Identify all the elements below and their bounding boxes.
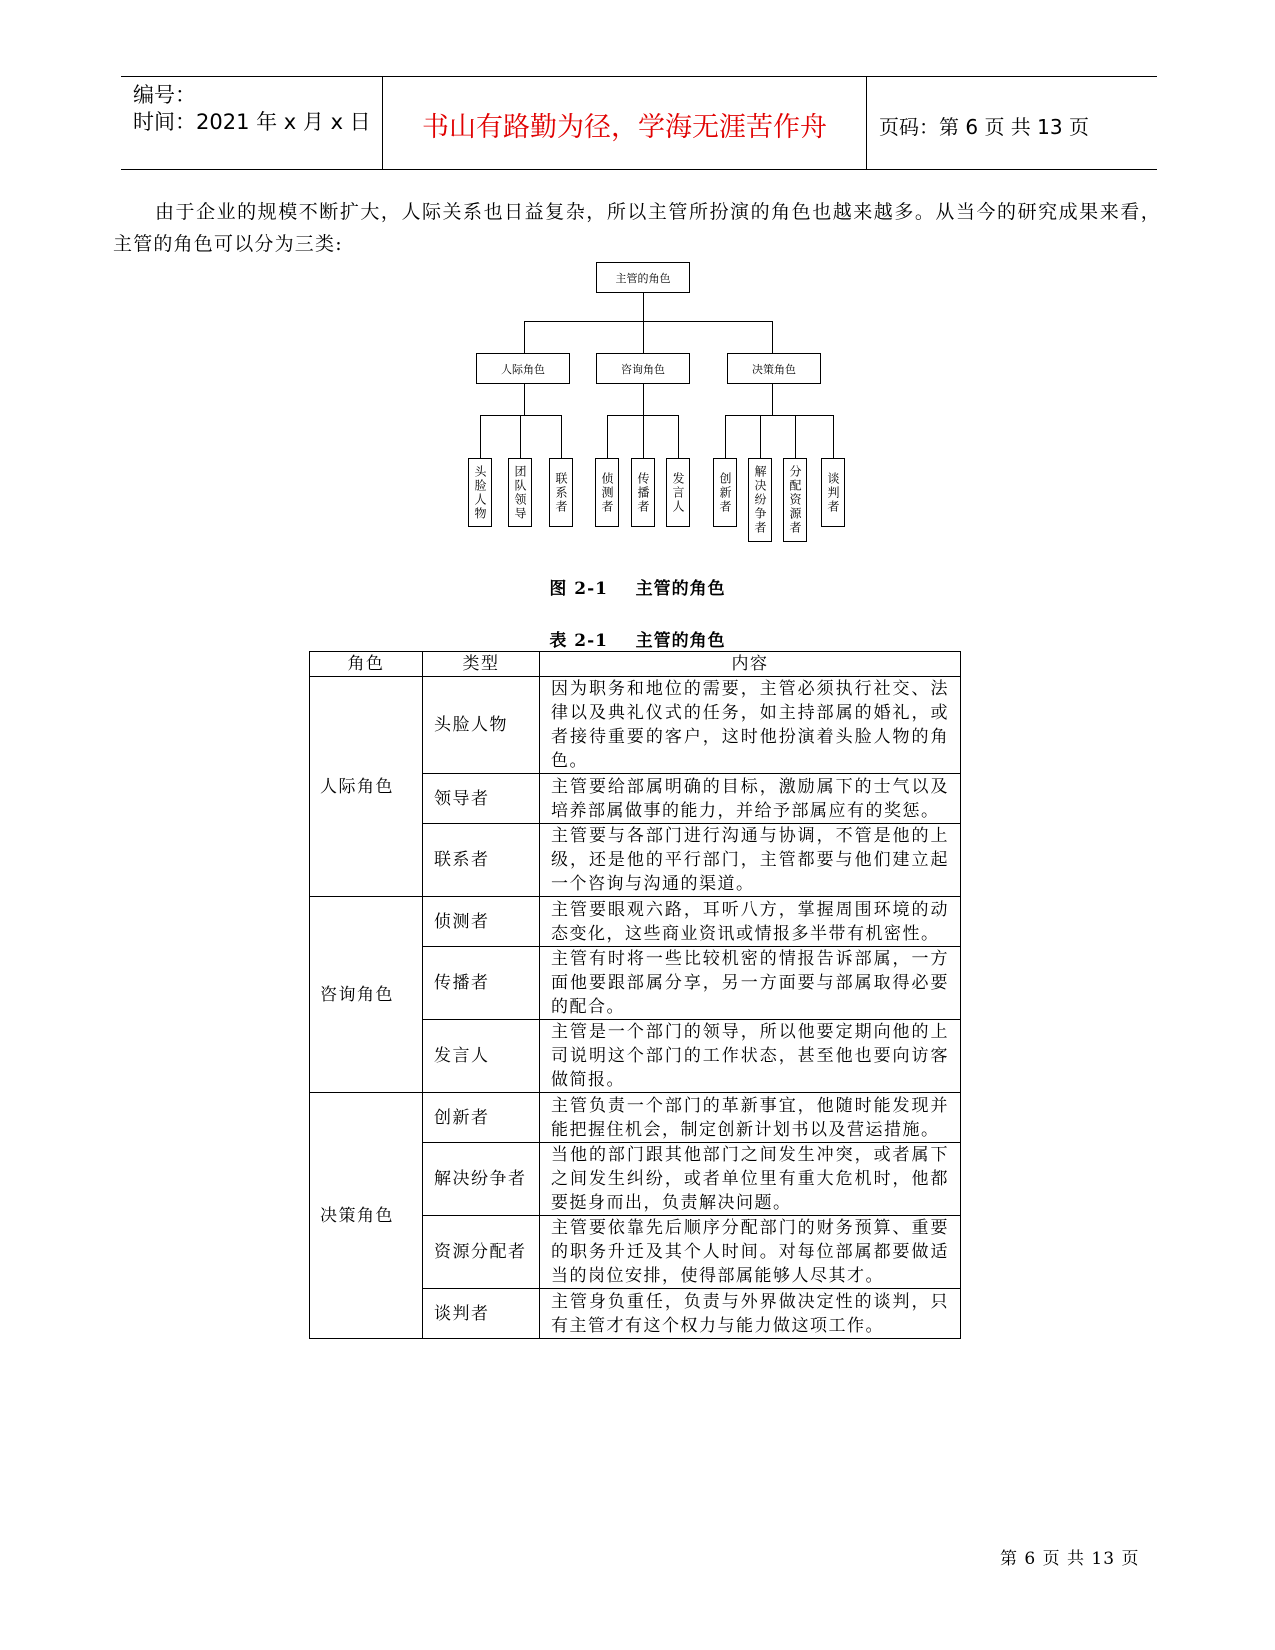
- org-role-box: 团队领导: [508, 458, 532, 527]
- org-category-box: [727, 353, 821, 384]
- type-cell: 发言人: [423, 1020, 540, 1093]
- type-cell: 创新者: [423, 1093, 540, 1143]
- figure-caption: 图 2-1 主管的角色: [549, 579, 726, 599]
- org-role-box: 头脸人物: [468, 458, 492, 527]
- content-cell: 主管身负重任，负责与外界做决定性的谈判，只有主管才有这个权力与能力做这项工作。: [540, 1289, 961, 1339]
- table-row: [310, 677, 961, 774]
- page-footer: 第 6 页 共 13 页: [1000, 1549, 1140, 1569]
- org-category-box: [476, 353, 570, 384]
- table-row: [310, 897, 961, 947]
- content-cell: 主管有时将一些比较机密的情报告诉部属，一方面他要跟部属分享，另一方面要与部属取得必要的配合。: [540, 947, 961, 1020]
- content-cell: 主管是一个部门的领导，所以他要定期向他的上司说明这个部门的工作状态，甚至他也要向访客做简报。: [540, 1020, 961, 1093]
- org-connector: [524, 384, 525, 415]
- table-header-cell: 类型: [423, 652, 540, 677]
- org-connector: [643, 415, 644, 458]
- org-role-box: 联系者: [549, 458, 573, 527]
- org-connector: [524, 321, 773, 322]
- document-header: [121, 76, 1157, 170]
- org-connector: [678, 415, 679, 458]
- intro-paragraph: 由于企业的规模不断扩大，人际关系也日益复杂，所以主管所扮演的角色也越来越多。从当今的研究成果来看，主管的角色可以分为三类:: [113, 201, 1161, 255]
- org-connector: [643, 384, 644, 415]
- header-motto: 书山有路勤为径，学海无涯苦作舟: [383, 77, 867, 169]
- type-cell: 侦测者: [423, 897, 540, 947]
- org-connector: [643, 321, 644, 353]
- org-category-label: 决策角色: [752, 362, 796, 376]
- org-connector: [795, 415, 796, 458]
- table-header-cell: 内容: [540, 652, 961, 677]
- org-connector: [833, 415, 834, 458]
- header-page-label: 页码：第 6 页 共 13 页: [879, 114, 1089, 139]
- org-category-label: 咨询角色: [621, 362, 665, 376]
- content-cell: 主管要与各部门进行沟通与协调，不管是他的上级，还是他的平行部门，主管都要与他们建立起一个咨询与沟通的渠道。: [540, 824, 961, 897]
- org-role-box: 发言人: [666, 458, 690, 527]
- content-cell: 因为职务和地位的需要，主管必须执行社交、法律以及典礼仪式的任务，如主持部属的婚礼，或者接待重要的客户，这时他扮演着头脸人物的角色。: [540, 677, 961, 774]
- type-cell: 谈判者: [423, 1289, 540, 1339]
- content-cell: 主管负责一个部门的革新事宜，他随时能发现并能把握住机会，制定创新计划书以及营运措施。: [540, 1093, 961, 1143]
- role-cell: 人际角色: [310, 677, 423, 897]
- role-cell: 决策角色: [310, 1093, 423, 1339]
- content-cell: 主管要依靠先后顺序分配部门的财务预算、重要的职务升迁及其个人时间。对每位部属都要做适当的岗位安排，使得部属能够人尽其才。: [540, 1216, 961, 1289]
- org-connector: [725, 415, 726, 458]
- org-connector: [772, 384, 773, 415]
- table-header-row: [310, 652, 961, 677]
- org-connector: [772, 321, 773, 353]
- type-cell: 传播者: [423, 947, 540, 1020]
- org-role-box: 侦测者: [595, 458, 619, 527]
- header-meta: [121, 77, 383, 169]
- org-connector: [561, 415, 562, 458]
- org-root-box: [596, 262, 690, 293]
- type-cell: 头脸人物: [423, 677, 540, 774]
- org-role-box: 创新者: [713, 458, 737, 527]
- org-category-box: [596, 353, 690, 384]
- table-header-cell: 角色: [310, 652, 423, 677]
- doc-time-label: 时间：2021 年 x 月 x 日: [133, 110, 371, 134]
- org-connector: [725, 415, 834, 416]
- org-role-box: 分配资源者: [783, 458, 807, 542]
- type-cell: 解决纷争者: [423, 1143, 540, 1216]
- type-cell: 资源分配者: [423, 1216, 540, 1289]
- org-connector: [520, 415, 521, 458]
- role-cell: 咨询角色: [310, 897, 423, 1093]
- content-cell: 主管要眼观六路，耳听八方，掌握周围环境的动态变化，这些商业资讯或情报多半带有机密性。: [540, 897, 961, 947]
- table-row: [310, 1093, 961, 1143]
- org-root-label: 主管的角色: [615, 271, 671, 285]
- content-cell: 当他的部门跟其他部门之间发生冲突，或者属下之间发生纠纷，或者单位里有重大危机时，他都要挺身而出，负责解决问题。: [540, 1143, 961, 1216]
- doc-number-label: 编号：: [133, 83, 196, 107]
- org-role-box: 解决纷争者: [748, 458, 772, 542]
- org-connector: [643, 293, 644, 321]
- roles-table: [309, 651, 961, 1339]
- org-connector: [480, 415, 562, 416]
- org-category-label: 人际角色: [501, 362, 545, 376]
- org-connector: [524, 321, 525, 353]
- org-connector: [607, 415, 608, 458]
- table-caption: 表 2-1 主管的角色: [549, 631, 726, 651]
- org-role-box: 谈判者: [821, 458, 845, 527]
- type-cell: 领导者: [423, 774, 540, 824]
- type-cell: 联系者: [423, 824, 540, 897]
- org-role-box: 传播者: [631, 458, 655, 527]
- org-connector: [480, 415, 481, 458]
- content-cell: 主管要给部属明确的目标，激励属下的士气以及培养部属做事的能力，并给予部属应有的奖惩。: [540, 774, 961, 824]
- org-connector: [760, 415, 761, 458]
